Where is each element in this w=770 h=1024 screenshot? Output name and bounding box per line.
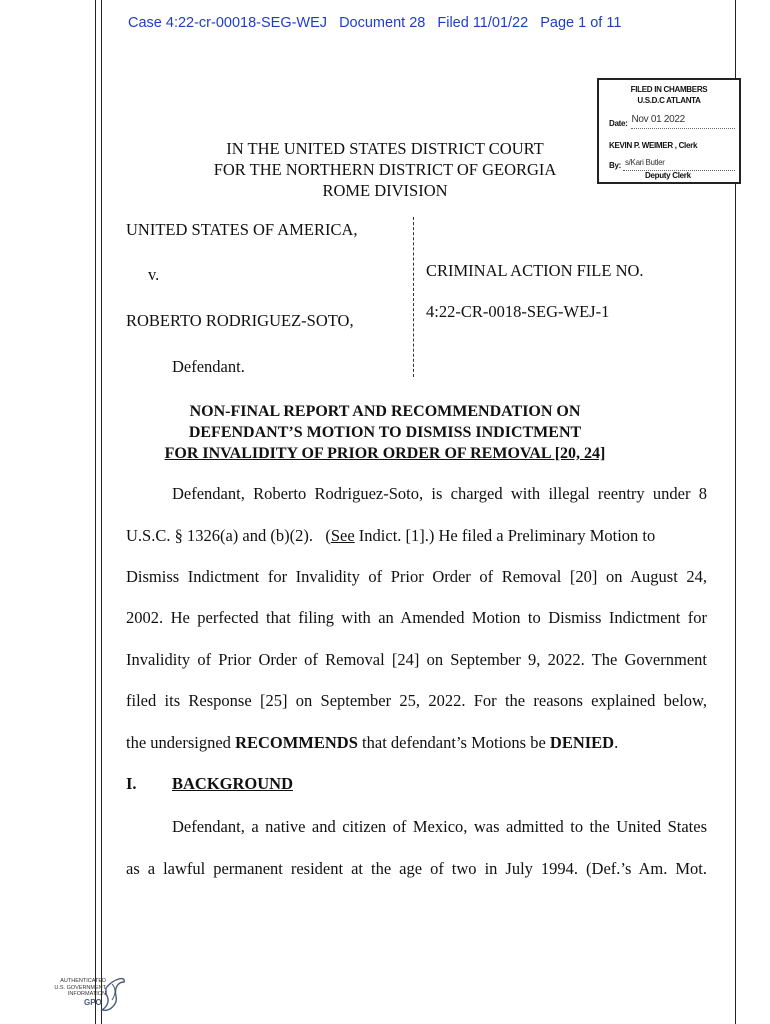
defendant-name: ROBERTO RODRIGUEZ-SOTO,: [126, 311, 354, 330]
stamp-by-value: s/Kari Butler: [624, 158, 665, 167]
document-number: Document 28: [339, 15, 426, 31]
court-line-2: FOR THE NORTHERN DISTRICT OF GEORGIA: [213, 160, 557, 179]
title-line-1: NON-FINAL REPORT AND RECOMMENDATION ON: [189, 403, 581, 420]
stamp-by-label: By:: [609, 161, 621, 170]
stamp-title: FILED IN CHAMBERS U.S.D.C ATLANTA: [630, 85, 708, 105]
stamp-date-label: Date:: [609, 119, 628, 128]
filed-date: Filed 11/01/22: [437, 15, 529, 31]
gpo-seal-text: AUTHENTICATED U.S. GOVERNMENT INFORMATION: [54, 978, 106, 997]
court-line-1: IN THE UNITED STATES DISTRICT COURT: [226, 139, 544, 158]
body-line: Invalidity of Prior Order of Removal [24] on September 9, 2022. The Government: [126, 650, 707, 669]
eagle-icon: [44, 974, 128, 1014]
caption-divider: [413, 217, 414, 377]
gpo-mark: GPO: [84, 998, 102, 1007]
body-line: Dismiss Indictment for Invalidity of Prior Order of Removal [20] on August 24,: [126, 567, 707, 586]
filing-header: [128, 15, 629, 31]
action-label: CRIMINAL ACTION FILE NO.: [426, 261, 644, 280]
title-line-2: DEFENDANT’S MOTION TO DISMISS INDICTMENT: [188, 424, 582, 441]
defendant-label: Defendant.: [172, 357, 245, 376]
plaintiff-name: UNITED STATES OF AMERICA,: [126, 220, 358, 239]
document-title: [0, 401, 770, 464]
gpo-authentication-seal: [44, 974, 128, 1014]
body-line: Defendant, Roberto Rodriguez-Soto, is charged with illegal reentry under 8: [172, 484, 707, 503]
court-line-3: ROME DIVISION: [322, 181, 448, 200]
section-heading: [126, 774, 293, 794]
stamp-deputy: Deputy Clerk: [645, 171, 691, 180]
stamp-date-row: [609, 114, 735, 128]
section-label: BACKGROUND: [172, 774, 294, 793]
denied-emphasis: DENIED: [549, 733, 615, 752]
case-number: Case 4:22-cr-00018-SEG-WEJ: [128, 15, 328, 31]
body-line: as a lawful permanent resident at the age of two in July 1994. (Def.’s Am. Mot.: [126, 859, 707, 878]
section-number: I.: [126, 774, 137, 793]
stamp-date-value: Nov 01 2022: [631, 114, 685, 125]
court-heading: [0, 138, 770, 201]
body-line: 2002. He perfected that filing with an Amended Motion to Dismiss Indictment for: [126, 608, 707, 627]
body-line: filed its Response [25] on September 25, 2022. For the reasons explained below,: [126, 691, 707, 710]
stamp-clerk: KEVIN P. WEIMER , Clerk: [609, 141, 698, 150]
page-number: Page 1 of 11: [540, 15, 622, 31]
body-line: Defendant, a native and citizen of Mexico, was admitted to the United States: [172, 817, 707, 836]
body-line: U.S.C. § 1326(a) and (b)(2). (See Indict. [1].) He filed a Preliminary Motion to: [126, 526, 656, 545]
versus: v.: [148, 265, 160, 284]
recommends-emphasis: RECOMMENDS: [235, 733, 358, 752]
stamp-date-underline: [631, 128, 735, 129]
title-line-3: FOR INVALIDITY OF PRIOR ORDER OF REMOVAL [20, 24]: [164, 445, 606, 462]
body-line: the undersigned RECOMMENDS that defendant’s Motions be DENIED.: [126, 733, 619, 752]
action-case-number: 4:22-CR-0018-SEG-WEJ-1: [426, 302, 610, 321]
see-signal: See: [330, 526, 355, 545]
